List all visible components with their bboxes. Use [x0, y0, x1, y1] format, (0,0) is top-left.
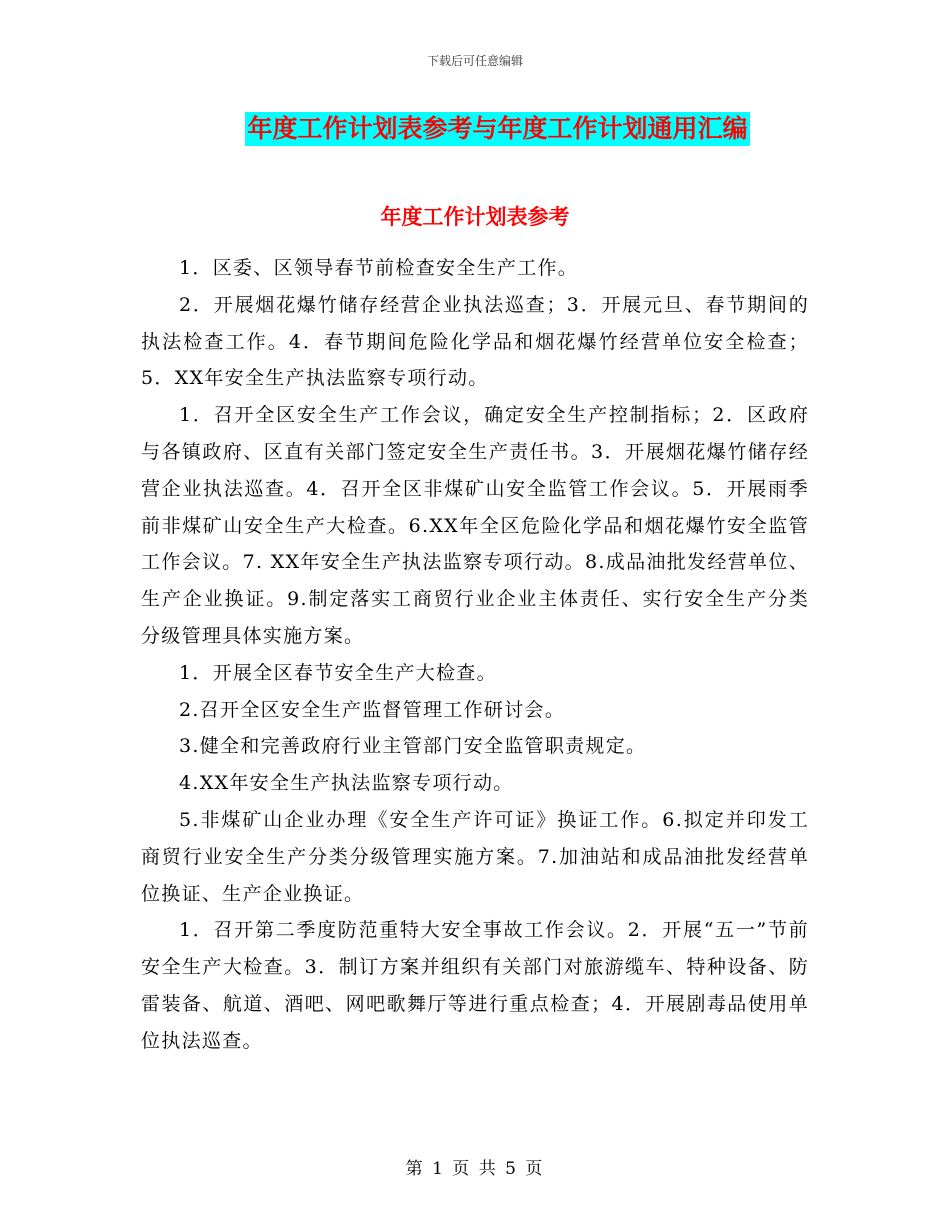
paragraph: 5.非煤矿山企业办理《安全生产许可证》换证工作。6.拟定并印发工商贸行业安全生产分类分级管理实施方案。7.加油站和成品油批发经营单位换证、生产企业换证。 — [141, 808, 809, 905]
section-title: 年度工作计划表参考 — [380, 205, 570, 229]
paragraph: 2．开展烟花爆竹储存经营企业执法巡查；3．开展元旦、春节期间的执法检查工作。4．春节期间危险化学品和烟花爆竹经营单位安全检查；5．XX年安全生产执法监察专项行动。 — [141, 293, 809, 390]
paragraph: 1．开展全区春节安全生产大检查。 — [179, 661, 497, 684]
paragraph: 4.XX年安全生产执法监察专项行动。 — [179, 772, 514, 795]
paragraph: 2.召开全区安全生产监督管理工作研讨会。 — [179, 698, 566, 721]
main-title-wrap — [0, 112, 950, 146]
header-note: 下载后可任意编辑 — [426, 54, 523, 68]
document-body — [141, 250, 809, 1060]
paragraph: 1．召开全区安全生产工作会议，确定安全生产控制指标；2．区政府与各镇政府、区直有关部门签定安全生产责任书。3．开展烟花爆竹储存经营企业执法巡查。4．召开全区非煤矿山安全监管工作会议。5．开展雨季前非煤矿山安全生产大检查。6.XX年全区危险化学品和烟花爆竹安全监管工作会议。7. XX年安全生产执法监察专项行动。8.成品油批发经营单位、生产企业换证。9.制定落实工商贸行业企业主体责任、实行安全生产分类分级管理具体实施方案。 — [141, 404, 809, 647]
paragraph: 1．召开第二季度防范重特大安全事故工作会议。2．开展“五一”节前安全生产大检查。3．制订方案并组织有关部门对旅游缆车、特种设备、防雷装备、航道、酒吧、网吧歌舞厅等进行重点检查；4．开展剧毒品使用单位执法巡查。 — [141, 919, 809, 1052]
paragraph: 1．区委、区领导春节前检查安全生产工作。 — [179, 257, 579, 279]
page-number-footer: 第 1 页 共 5 页 — [405, 1159, 545, 1179]
paragraph: 3.健全和完善政府行业主管部门安全监管职责规定。 — [179, 735, 647, 758]
main-title: 年度工作计划表参考与年度工作计划通用汇编 — [245, 112, 749, 146]
